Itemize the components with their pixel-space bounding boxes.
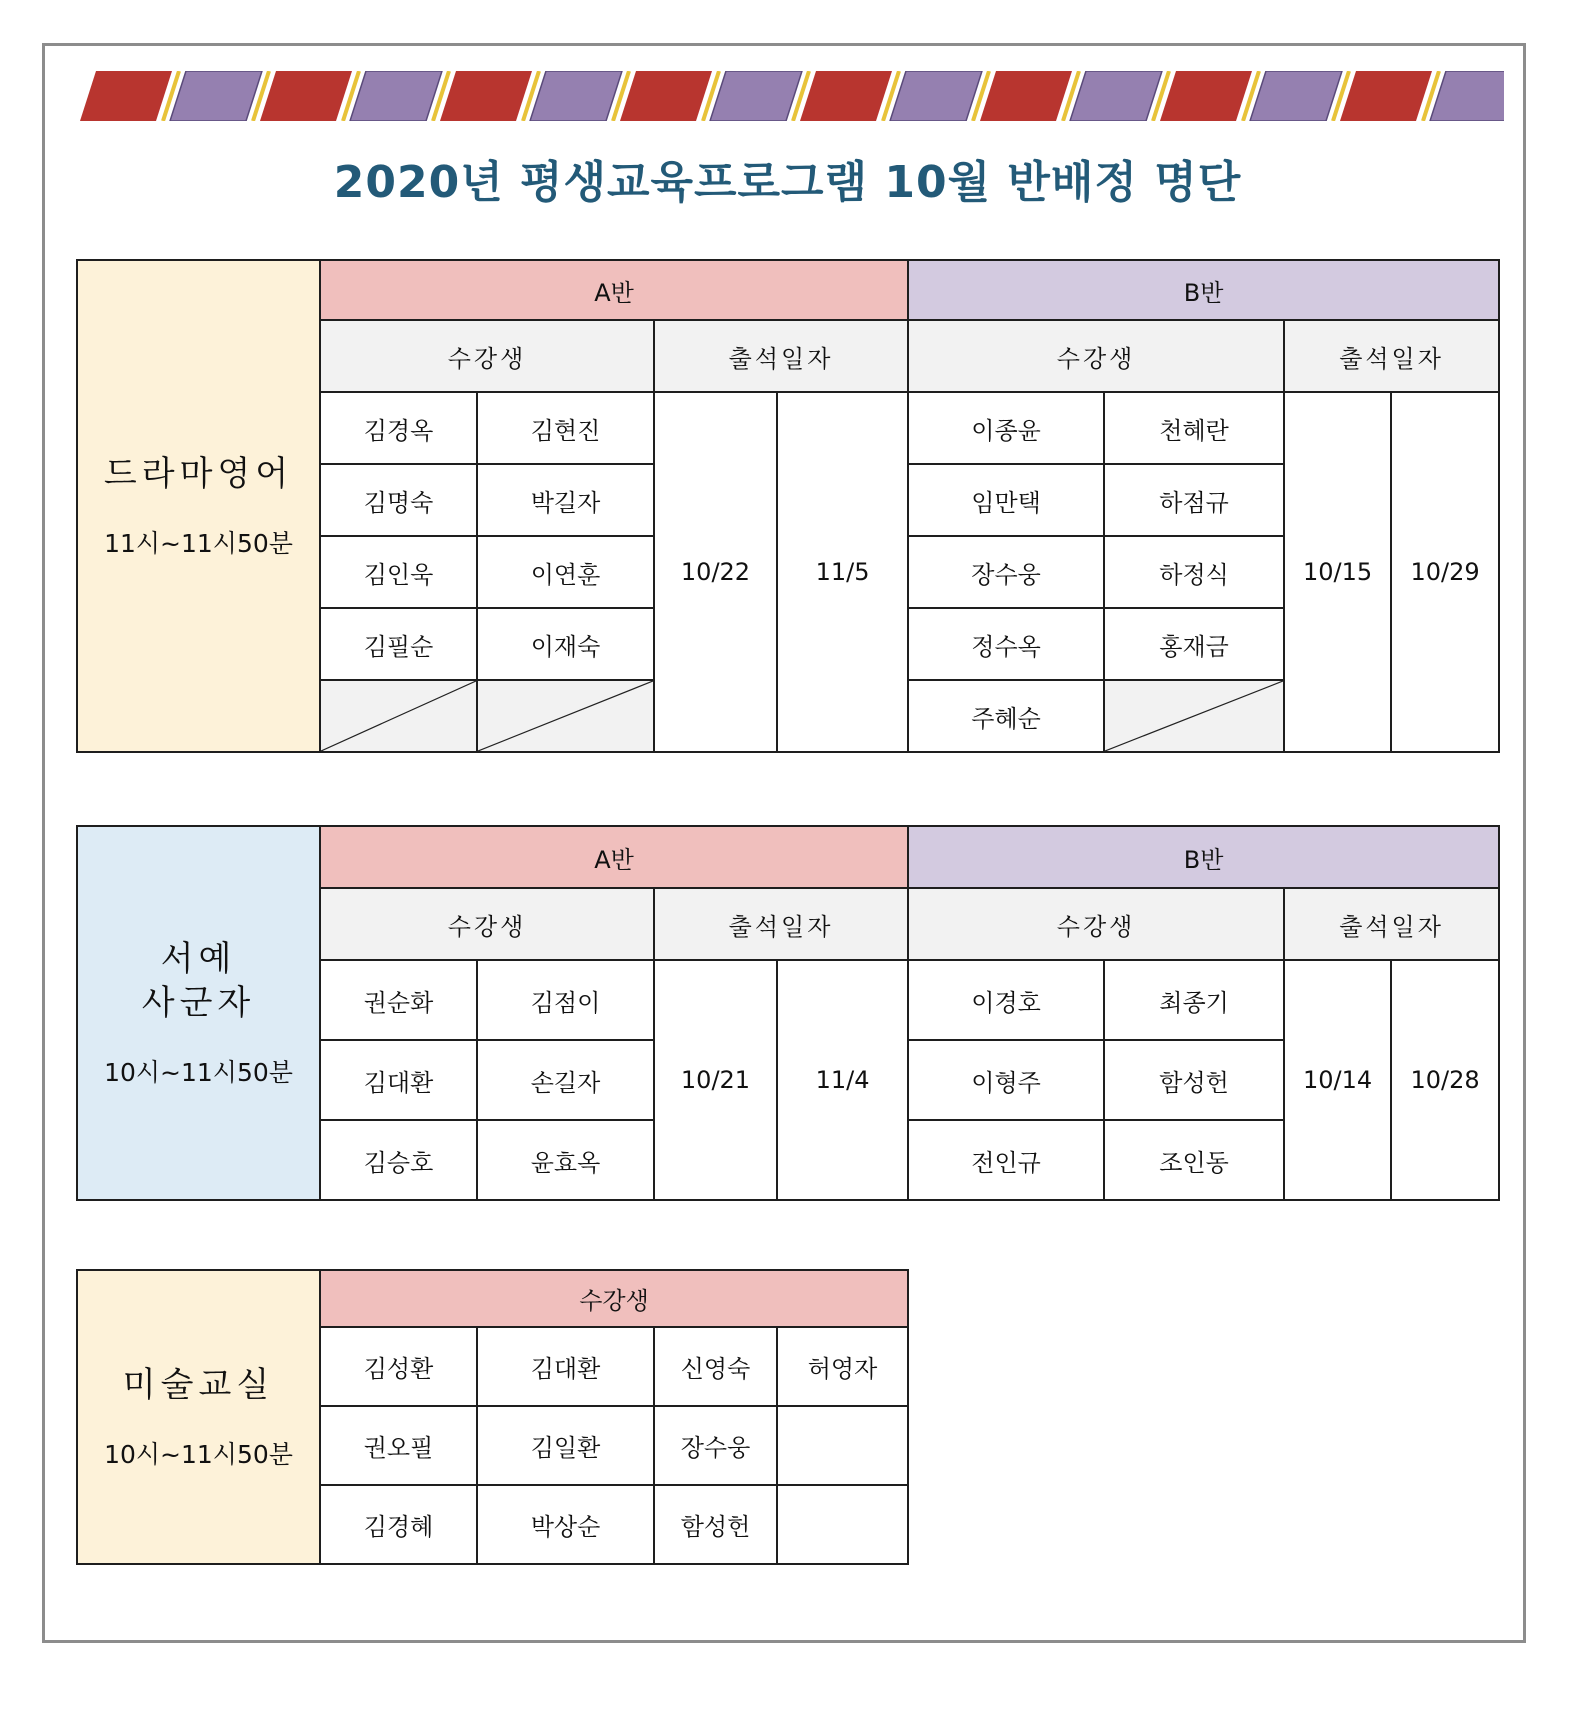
a-students-label: 수강생 bbox=[320, 888, 654, 960]
banner-stripe bbox=[170, 71, 262, 121]
b-students-label: 수강생 bbox=[908, 888, 1284, 960]
student-name: 김필순 bbox=[320, 608, 477, 680]
student-name: 김대환 bbox=[477, 1327, 654, 1406]
student-name: 이경호 bbox=[908, 960, 1104, 1040]
student-name: 윤효옥 bbox=[477, 1120, 654, 1200]
class-b-header: B반 bbox=[908, 260, 1499, 320]
b-students-label: 수강생 bbox=[908, 320, 1284, 392]
student-name: 권순화 bbox=[320, 960, 477, 1040]
student-name: 김성환 bbox=[320, 1327, 477, 1406]
student-name: 김인욱 bbox=[320, 536, 477, 608]
banner-stripe bbox=[800, 71, 892, 121]
attendance-date: 10/21 bbox=[654, 960, 777, 1200]
student-name: 홍재금 bbox=[1104, 608, 1284, 680]
attendance-date: 10/22 bbox=[654, 392, 777, 752]
student-name: 박상순 bbox=[477, 1485, 654, 1564]
art-class-table bbox=[76, 1269, 909, 1565]
calligraphy-table bbox=[76, 825, 1500, 1201]
student-name: 권오필 bbox=[320, 1406, 477, 1485]
class-a-header: A반 bbox=[320, 260, 908, 320]
student-name: 이형주 bbox=[908, 1040, 1104, 1120]
banner-stripe bbox=[1340, 71, 1432, 121]
student-name: 하점규 bbox=[1104, 464, 1284, 536]
empty-diagonal-cell bbox=[320, 680, 477, 752]
attendance-date: 11/5 bbox=[777, 392, 908, 752]
student-name: 주혜순 bbox=[908, 680, 1104, 752]
b-dates-label: 출석일자 bbox=[1284, 320, 1499, 392]
student-name: 이연훈 bbox=[477, 536, 654, 608]
attendance-date: 11/4 bbox=[777, 960, 908, 1200]
art-course-cell bbox=[77, 1270, 320, 1564]
student-name: 함성헌 bbox=[654, 1485, 777, 1564]
banner-stripe bbox=[1070, 71, 1162, 121]
empty-cell bbox=[777, 1406, 908, 1485]
a-students-label: 수강생 bbox=[320, 320, 654, 392]
course-time: 10시~11시50분 bbox=[104, 1440, 293, 1470]
student-name: 김승호 bbox=[320, 1120, 477, 1200]
student-name: 장수웅 bbox=[654, 1406, 777, 1485]
student-name: 박길자 bbox=[477, 464, 654, 536]
class-b-header: B반 bbox=[908, 826, 1499, 888]
attendance-date: 10/15 bbox=[1284, 392, 1391, 752]
empty-cell bbox=[777, 1485, 908, 1564]
student-name: 김명숙 bbox=[320, 464, 477, 536]
banner-stripe bbox=[350, 71, 442, 121]
drama-course-cell bbox=[77, 260, 320, 752]
course-name: 미술교실 bbox=[122, 1364, 275, 1405]
student-name: 김점이 bbox=[477, 960, 654, 1040]
course-time: 10시~11시50분 bbox=[104, 1058, 293, 1088]
banner-stripe bbox=[530, 71, 622, 121]
student-name: 김대환 bbox=[320, 1040, 477, 1120]
banner-stripe bbox=[890, 71, 982, 121]
student-name: 이재숙 bbox=[477, 608, 654, 680]
attendance-date: 10/28 bbox=[1391, 960, 1499, 1200]
student-name: 하정식 bbox=[1104, 536, 1284, 608]
banner-stripe bbox=[710, 71, 802, 121]
banner-stripe bbox=[1160, 71, 1252, 121]
student-name: 정수옥 bbox=[908, 608, 1104, 680]
class-a-header: A반 bbox=[320, 826, 908, 888]
course-name: 드라마영어 bbox=[103, 453, 294, 494]
banner-stripe bbox=[80, 71, 172, 121]
student-name: 전인규 bbox=[908, 1120, 1104, 1200]
student-name: 손길자 bbox=[477, 1040, 654, 1120]
student-name: 함성헌 bbox=[1104, 1040, 1284, 1120]
banner-stripe bbox=[980, 71, 1072, 121]
decorative-banner bbox=[80, 71, 1504, 121]
student-name: 신영숙 bbox=[654, 1327, 777, 1406]
banner-stripe bbox=[1430, 71, 1504, 121]
banner-stripe bbox=[1250, 71, 1342, 121]
student-name: 김경혜 bbox=[320, 1485, 477, 1564]
course-name-line2: 사군자 bbox=[141, 983, 256, 1023]
page-title: 2020년 평생교육프로그램 10월 반배정 명단 bbox=[333, 157, 1242, 208]
student-name: 김현진 bbox=[477, 392, 654, 464]
student-name: 김경옥 bbox=[320, 392, 477, 464]
banner-stripe bbox=[260, 71, 352, 121]
a-dates-label: 출석일자 bbox=[654, 888, 908, 960]
empty-diagonal-cell bbox=[477, 680, 654, 752]
student-name: 천혜란 bbox=[1104, 392, 1284, 464]
attendance-date: 10/29 bbox=[1391, 392, 1499, 752]
drama-english-table bbox=[76, 259, 1500, 753]
b-dates-label: 출석일자 bbox=[1284, 888, 1499, 960]
student-name: 김일환 bbox=[477, 1406, 654, 1485]
a-dates-label: 출석일자 bbox=[654, 320, 908, 392]
attendance-date: 10/14 bbox=[1284, 960, 1391, 1200]
student-name: 임만택 bbox=[908, 464, 1104, 536]
banner-stripe bbox=[620, 71, 712, 121]
course-time: 11시~11시50분 bbox=[104, 529, 293, 559]
student-name: 장수웅 bbox=[908, 536, 1104, 608]
student-name: 허영자 bbox=[777, 1327, 908, 1406]
student-name: 최종기 bbox=[1104, 960, 1284, 1040]
student-name: 조인동 bbox=[1104, 1120, 1284, 1200]
students-header: 수강생 bbox=[320, 1270, 908, 1327]
course-name-line1: 서예 bbox=[160, 938, 237, 979]
calligraphy-course-cell bbox=[77, 826, 320, 1200]
student-name: 이종윤 bbox=[908, 392, 1104, 464]
banner-stripe bbox=[440, 71, 532, 121]
empty-diagonal-cell bbox=[1104, 680, 1284, 752]
